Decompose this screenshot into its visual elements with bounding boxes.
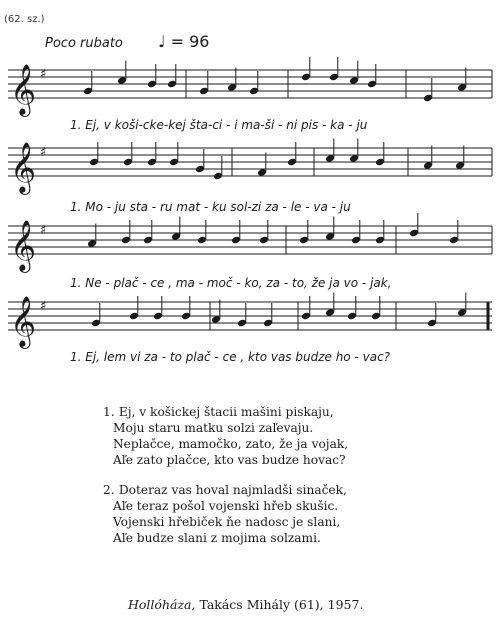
verse-1 — [103, 404, 433, 468]
source-details: Takács Mihály (61), 1957. — [199, 597, 364, 612]
tempo-marking: Poco rubato — [45, 36, 123, 51]
verse-1-line-4: Aľe zato plačce, kto vas budze hovac? — [113, 453, 346, 467]
verse-2-line-1-text: Doteraz vas hoval najmladši sinaček, — [118, 483, 347, 497]
lyric-line-3: 1. Ne - plač - ce , ma - moč - ko, za - to, že ja vo - jak, — [70, 276, 392, 290]
lyric-line-4: 1. Ej, lem vi za - to plač - ce , kto vas budze ho - vac? — [70, 350, 391, 364]
verse-2-line-1 — [103, 482, 433, 498]
verse-1-line-2: Moju staru matku solzi zaľevaju. — [113, 421, 314, 435]
verse-2 — [103, 482, 433, 546]
verse-block — [103, 404, 433, 560]
source-place: Hollóháza, — [128, 597, 196, 612]
music-staff-4 — [0, 294, 504, 347]
verse-1-number: 1. — [103, 405, 115, 419]
key-signature-sharp-icon: ♯ — [40, 223, 47, 238]
staff-1-notation — [0, 62, 504, 115]
lyric-line-2: 1. Mo - ju sta - ru mat - ku sol-zi za - le - va - ju — [70, 200, 351, 214]
key-signature-sharp-icon: ♯ — [40, 299, 47, 314]
treble-clef-icon: 𝄞 — [10, 220, 37, 271]
verse-2-number: 2. — [103, 483, 115, 497]
music-staff-2 — [0, 140, 504, 193]
verse-1-line-1-text: Ej, v košickej štacii mašini piskaju, — [118, 405, 334, 419]
key-signature-sharp-icon: ♯ — [40, 67, 47, 82]
staff-4-notation — [0, 294, 504, 347]
treble-clef-icon: 𝄞 — [10, 142, 37, 193]
verse-1-line-1 — [103, 404, 433, 420]
lyric-line-1: 1. Ej, v koši-cke-kej šta-ci - i ma-ši - ni pis - ka - ju — [70, 118, 368, 132]
metronome-marking: ♩ = 96 — [158, 32, 210, 51]
staff-2-notation — [0, 140, 504, 193]
treble-clef-icon: 𝄞 — [10, 64, 37, 115]
verse-2-line-2: Aľe teraz pošol vojenski hřeb skušic. — [113, 499, 339, 513]
key-signature-sharp-icon: ♯ — [40, 145, 47, 160]
verse-2-line-3: Vojenski hřebiček ňe nadosc je slani, — [113, 515, 341, 529]
staff-3-notation — [0, 218, 504, 271]
verse-1-line-3: Neplačce, mamočko, zato, že ja vojak, — [113, 437, 349, 451]
treble-clef-icon: 𝄞 — [10, 296, 37, 347]
music-staff-3 — [0, 218, 504, 271]
verse-2-line-4: Aľe budze slani z mojima solzami. — [113, 531, 321, 545]
page-reference: (62. sz.) — [4, 14, 45, 25]
music-staff-1 — [0, 62, 504, 115]
source-attribution — [128, 597, 363, 612]
